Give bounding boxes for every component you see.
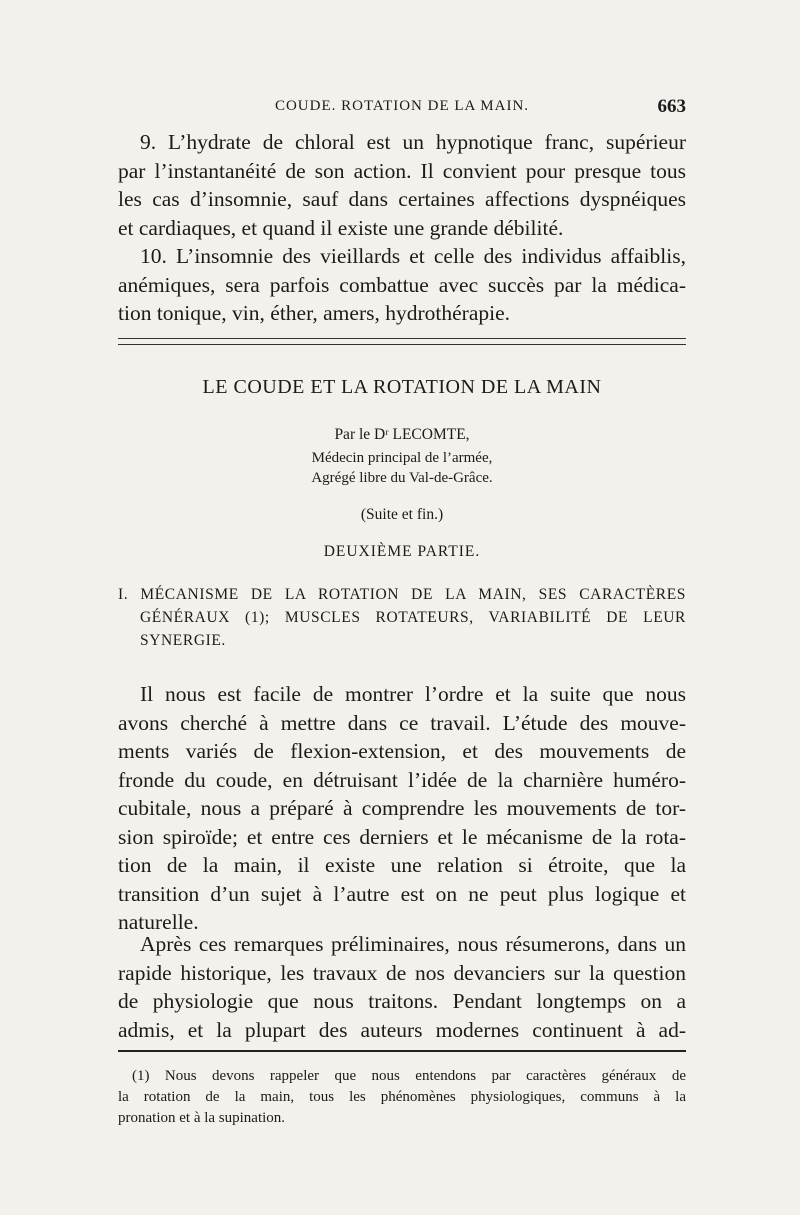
text-line: avons cherché à mettre dans ce travail. L’étude des mouve-: [118, 710, 686, 735]
footnote: [118, 1066, 686, 1129]
section-heading: [118, 583, 686, 652]
text-line: de physiologie que nous traitons. Pendant longtemps on a: [118, 989, 686, 1013]
footnote-line: pronation et à la supination.: [118, 1110, 286, 1126]
page-number: 663: [657, 96, 686, 117]
paragraph-historique: [118, 930, 686, 1044]
text-line: Après ces remarques préliminaires, nous résumerons, dans un: [140, 932, 686, 956]
running-title: COUDE. ROTATION DE LA MAIN.: [274, 98, 530, 114]
text-line: rapide historique, les travaux de nos devanciers sur la question: [118, 960, 686, 985]
text-line: ments variés de flexion-extension, et des mouvements de: [118, 739, 686, 763]
paragraph-chloral: [118, 128, 686, 242]
text-line: anémiques, sera parfois combattue avec succès par la médica-: [118, 272, 686, 297]
heading-line: GÉNÉRAUX (1); MUSCLES ROTATEURS, VARIABILITÉ DE LEUR: [140, 609, 686, 626]
section-divider: [118, 338, 686, 345]
paragraph-insomnie: [118, 242, 686, 328]
author-affiliation: Agrégé libre du Val-de-Grâce.: [311, 470, 493, 486]
text-line: sion spiroïde; et entre ces derniers et le mécanisme de la rota-: [118, 824, 686, 849]
page-header: [118, 96, 686, 120]
paragraph-ordre: [118, 680, 686, 937]
heading-line: I. MÉCANISME DE LA ROTATION DE LA MAIN, SES CARACTÈRES: [118, 586, 686, 603]
text-line: et cardiaques, et quand il existe une grande débilité.: [118, 215, 564, 240]
part-heading: DEUXIÈME PARTIE.: [323, 543, 481, 560]
text-line: admis, et la plupart des auteurs modernes continuent à ad-: [118, 1017, 686, 1042]
article-title: LE COUDE ET LA ROTATION DE LA MAIN: [202, 376, 602, 398]
text-line: 9. L’hydrate de chloral est un hypnotique franc, supérieur: [140, 130, 686, 154]
footnote-divider: [118, 1050, 686, 1052]
text-line: 10. L’insomnie des vieillards et celle des individus affaiblis,: [140, 244, 686, 268]
text-line: transition d’un sujet à l’autre est on ne peut plus logique et: [118, 881, 686, 906]
text-line: naturelle.: [118, 910, 199, 934]
author-affiliation: Médecin principal de l’armée,: [311, 450, 493, 466]
text-line: par l’instantanéité de son action. Il convient pour presque tous: [118, 158, 686, 183]
text-line: les cas d’insomnie, sauf dans certaines affections dyspnéiques: [118, 187, 686, 211]
footnote-line: la rotation de la main, tous les phénomènes physiologiques, communs à la: [118, 1089, 686, 1105]
article-author: Par le Dʳ LECOMTE,: [334, 426, 470, 443]
text-line: fronde du coude, en détruisant l’idée de la charnière huméro-: [118, 767, 686, 792]
text-line: tion de la main, il existe une relation si étroite, que la: [118, 853, 686, 877]
text-line: cubitale, nous a préparé à comprendre les mouvements de tor-: [118, 796, 686, 820]
footnote-line: (1) Nous devons rappeler que nous entendons par caractères généraux de: [132, 1068, 686, 1084]
heading-line: SYNERGIE.: [140, 632, 226, 649]
text-line: Il nous est facile de montrer l’ordre et la suite que nous: [140, 682, 686, 706]
continuation-note: (Suite et fin.): [360, 506, 444, 523]
text-line: tion tonique, vin, éther, amers, hydrothérapie.: [118, 301, 510, 325]
